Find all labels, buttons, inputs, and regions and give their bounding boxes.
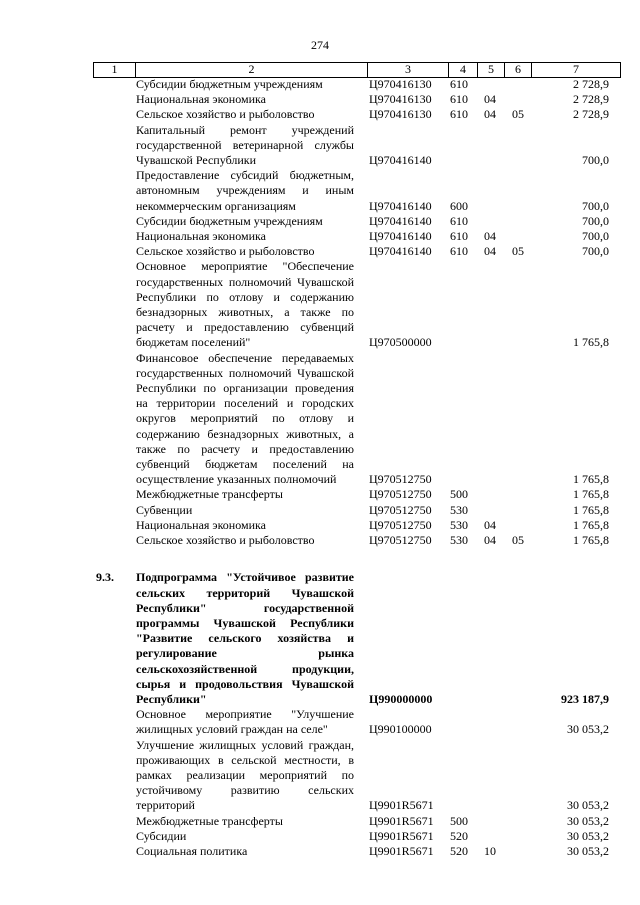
row-name: Основное мероприятие "Улучшение жилищных условий граждан на селе" [136,707,354,737]
row-code: Ц990000000 [369,691,433,706]
row-name: Улучшение жилищных условий граждан, проживающих в сельской местности, в рамках реализации мероприятий по устойчивому развитию сельских территорий [136,737,354,813]
row-amount: 700,0 [582,229,609,244]
row-col-4: 600 [450,198,468,213]
row-col-4: 500 [450,487,468,502]
row-name: Межбюджетные трансферты [136,487,283,502]
row-amount: 2 728,9 [573,77,609,91]
row-code: Ц9901R5671 [369,843,434,858]
table-row [0,229,640,244]
table-row [0,487,640,502]
row-col-4: 610 [450,229,468,244]
row-col-5: 04 [484,517,496,532]
row-amount: 30 053,2 [567,722,609,737]
row-name: Сельское хозяйство и рыболовство [136,533,315,548]
row-name: Финансовое обеспечение передаваемых государственных полномочий Чувашской Республики по организации проведения на территории поселений и городских округов мероприятий по отлову и содержанию безнадзорных животных, а также по расчету и предоставлению субвенций бюджетам поселений на осуществление указанных полномочий [136,350,354,487]
row-amount: 2 728,9 [573,92,609,107]
row-col-4: 520 [450,843,468,858]
row-amount: 30 053,2 [567,828,609,843]
row-name: Капитальный ремонт учреждений государственной ветеринарной службы Чувашской Республики [136,122,354,168]
row-col-4: 520 [450,828,468,843]
row-col-5: 04 [484,92,496,107]
header-col-4: 4 [448,63,477,77]
header-col-6: 6 [504,63,531,77]
row-col-4: 610 [450,244,468,259]
row-col-4: 610 [450,77,468,91]
row-name: Субсидии бюджетным учреждениям [136,77,323,91]
row-name: Национальная экономика [136,229,266,244]
table-header [93,62,621,78]
table-row [0,259,640,350]
row-name: Социальная политика [136,843,248,858]
row-code: Ц9901R5671 [369,828,434,843]
row-name: Предоставление субсидий бюджетным, автономным учреждениям и иным некоммерческим организациям [136,168,354,213]
row-col-4: 530 [450,517,468,532]
row-amount: 700,0 [582,153,609,168]
row-amount: 923 187,9 [561,691,609,706]
row-col-6: 05 [512,107,524,122]
row-col-4: 530 [450,533,468,548]
row-col-4: 610 [450,92,468,107]
row-code: Ц970416140 [369,153,432,168]
row-amount: 1 765,8 [573,517,609,532]
row-amount: 2 728,9 [573,107,609,122]
row-name: Субвенции [136,502,193,517]
row-code: Ц970416130 [369,77,432,91]
row-amount: 1 765,8 [573,472,609,487]
row-col-5: 04 [484,244,496,259]
table-row [0,123,640,169]
row-col-4: 530 [450,502,468,517]
table-row [0,570,640,707]
row-name: Национальная экономика [136,517,266,532]
header-col-5: 5 [477,63,504,77]
table-body [0,77,640,859]
header-col-2: 2 [135,63,367,77]
table-row [0,351,640,488]
table-row [0,244,640,259]
row-code: Ц990100000 [369,722,432,737]
row-code: Ц970416140 [369,244,432,259]
table-row [0,844,640,859]
page-number: 274 [311,38,329,52]
row-name: Субсидии [136,828,187,843]
table-row [0,707,640,737]
row-name: Национальная экономика [136,92,266,107]
row-code: Ц970416130 [369,92,432,107]
row-name: Подпрограмма "Устойчивое развитие сельских территорий Чувашской Республики" государственной программы Чувашской Республики "Развитие сельского хозяйства и регулирование рынка сельскохозяйственной продукции, сырья и продовольствия Чувашской Республики" [136,570,354,706]
table-row [0,107,640,122]
row-name: Субсидии бюджетным учреждениям [136,213,323,228]
row-amount: 700,0 [582,244,609,259]
row-amount: 1 765,8 [573,502,609,517]
table-row [0,814,640,829]
row-amount: 700,0 [582,213,609,228]
row-code: Ц970512750 [369,487,432,502]
table-row [0,518,640,533]
table-row [0,168,640,214]
table-row [0,829,640,844]
row-code: Ц970416140 [369,229,432,244]
row-amount: 30 053,2 [567,843,609,858]
row-amount: 30 053,2 [567,813,609,828]
table-row [0,92,640,107]
section-gap [0,548,640,570]
row-name: Основное мероприятие "Обеспечение государственных полномочий Чувашской Республики по отлову и содержанию безнадзорных животных, а также по расчету и предоставлению субвенций бюджетам поселений" [136,259,354,350]
row-col-5: 04 [484,229,496,244]
row-col-5: 10 [484,843,496,858]
row-code: Ц970416140 [369,213,432,228]
row-code: Ц970512750 [369,517,432,532]
row-col-5: 04 [484,107,496,122]
header-col-7: 7 [531,63,620,77]
row-name: Межбюджетные трансферты [136,813,283,828]
row-code: Ц970512750 [369,472,432,487]
table-row [0,214,640,229]
header-col-3: 3 [367,63,448,77]
row-amount: 700,0 [582,198,609,213]
row-code: Ц970512750 [369,502,432,517]
row-amount: 1 765,8 [573,335,609,350]
row-code: Ц970416140 [369,198,432,213]
row-name: Сельское хозяйство и рыболовство [136,244,315,259]
row-amount: 1 765,8 [573,487,609,502]
row-col-6: 05 [512,244,524,259]
table-row [0,533,640,548]
row-col-4: 610 [450,213,468,228]
row-col-4: 500 [450,813,468,828]
row-col-4: 610 [450,107,468,122]
row-number: 9.3. [96,570,114,585]
row-amount: 1 765,8 [573,533,609,548]
row-col-5: 04 [484,533,496,548]
header-col-1: 1 [111,62,118,76]
row-amount: 30 053,2 [567,798,609,813]
table-row [0,77,640,92]
row-code: Ц970512750 [369,533,432,548]
row-code: Ц970500000 [369,335,432,350]
row-col-6: 05 [512,533,524,548]
row-code: Ц9901R5671 [369,813,434,828]
row-name: Сельское хозяйство и рыболовство [136,107,315,122]
row-code: Ц970416130 [369,107,432,122]
table-row [0,738,640,814]
table-row [0,503,640,518]
row-code: Ц9901R5671 [369,798,434,813]
